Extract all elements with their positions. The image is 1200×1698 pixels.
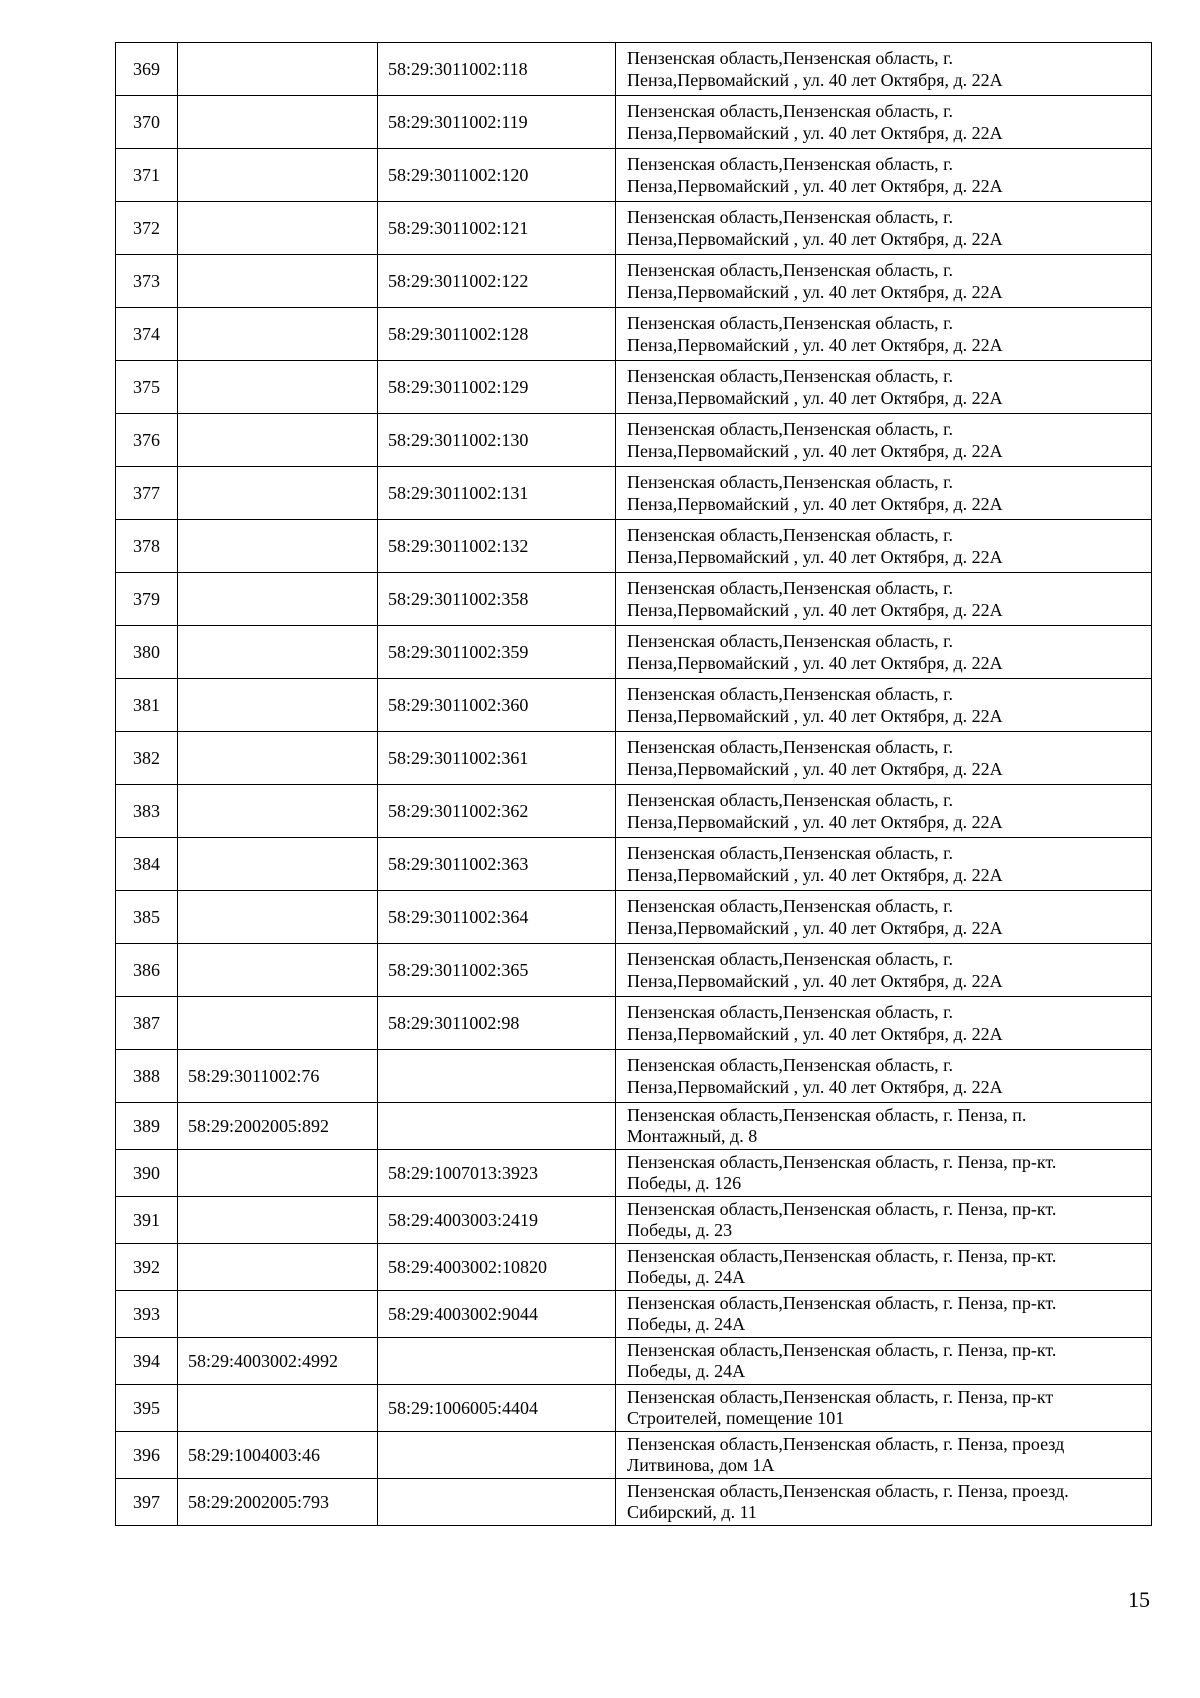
address-cell <box>616 1432 1152 1479</box>
row-number: 382 <box>116 732 178 785</box>
cadastral-number-a <box>178 785 378 838</box>
address-line-1: Пензенская область,Пензенская область, г. <box>627 525 954 545</box>
table-row <box>116 149 1152 202</box>
cadastral-number-a <box>178 149 378 202</box>
table-row <box>116 573 1152 626</box>
address-line-2: Пенза,Первомайский , ул. 40 лет Октября, д. 22А <box>627 335 1003 355</box>
cadastral-number-b: 58:29:3011002:365 <box>378 944 616 997</box>
cadastral-number-a <box>178 1244 378 1291</box>
table-row <box>116 96 1152 149</box>
address-line-2: Пенза,Первомайский , ул. 40 лет Октября, д. 22А <box>627 70 1003 90</box>
address-line-2: Пенза,Первомайский , ул. 40 лет Октября, д. 22А <box>627 971 1003 991</box>
address-line-2: Победы, д. 24А <box>627 1267 746 1287</box>
cadastral-number-b <box>378 1432 616 1479</box>
table-row <box>116 1150 1152 1197</box>
address-line-2: Пенза,Первомайский , ул. 40 лет Октября, д. 22А <box>627 812 1003 832</box>
cadastral-number-a <box>178 1197 378 1244</box>
cadastral-number-a <box>178 255 378 308</box>
row-number: 379 <box>116 573 178 626</box>
address-cell <box>616 96 1152 149</box>
address-line-1: Пензенская область,Пензенская область, г. <box>627 154 954 174</box>
row-number: 396 <box>116 1432 178 1479</box>
address-line-2: Пенза,Первомайский , ул. 40 лет Октября, д. 22А <box>627 918 1003 938</box>
cadastral-number-b: 58:29:3011002:364 <box>378 891 616 944</box>
address-line-1: Пензенская область,Пензенская область, г. <box>627 737 954 757</box>
address-line-2: Монтажный, д. 8 <box>627 1126 758 1146</box>
table-row <box>116 1244 1152 1291</box>
address-line-2: Строителей, помещение 101 <box>627 1408 845 1428</box>
table-row <box>116 838 1152 891</box>
table-row <box>116 43 1152 96</box>
address-cell <box>616 1150 1152 1197</box>
cadastral-number-b: 58:29:1007013:3923 <box>378 1150 616 1197</box>
cadastral-number-b: 58:29:3011002:98 <box>378 997 616 1050</box>
row-number: 380 <box>116 626 178 679</box>
cadastral-number-a <box>178 43 378 96</box>
cadastral-number-b: 58:29:3011002:120 <box>378 149 616 202</box>
cadastral-number-b <box>378 1479 616 1526</box>
address-line-2: Пенза,Первомайский , ул. 40 лет Октября, д. 22А <box>627 547 1003 567</box>
address-cell <box>616 732 1152 785</box>
row-number: 389 <box>116 1103 178 1150</box>
row-number: 377 <box>116 467 178 520</box>
cadastral-number-b: 58:29:4003002:10820 <box>378 1244 616 1291</box>
table-row <box>116 361 1152 414</box>
cadastral-number-b: 58:29:3011002:362 <box>378 785 616 838</box>
row-number: 384 <box>116 838 178 891</box>
cadastral-number-b: 58:29:3011002:128 <box>378 308 616 361</box>
address-line-1: Пензенская область,Пензенская область, г. <box>627 843 954 863</box>
address-line-2: Победы, д. 126 <box>627 1173 742 1193</box>
address-line-2: Пенза,Первомайский , ул. 40 лет Октября, д. 22А <box>627 282 1003 302</box>
table-row <box>116 997 1152 1050</box>
table-body <box>116 43 1152 1526</box>
cadastral-number-a <box>178 1385 378 1432</box>
table-row <box>116 1291 1152 1338</box>
table-row <box>116 891 1152 944</box>
address-cell <box>616 1291 1152 1338</box>
row-number: 383 <box>116 785 178 838</box>
address-cell <box>616 361 1152 414</box>
address-line-2: Пенза,Первомайский , ул. 40 лет Октября, д. 22А <box>627 123 1003 143</box>
cadastral-number-a <box>178 202 378 255</box>
row-number: 395 <box>116 1385 178 1432</box>
row-number: 386 <box>116 944 178 997</box>
cadastral-number-b: 58:29:3011002:130 <box>378 414 616 467</box>
row-number: 393 <box>116 1291 178 1338</box>
cadastral-number-a <box>178 997 378 1050</box>
address-line-2: Пенза,Первомайский , ул. 40 лет Октября, д. 22А <box>627 176 1003 196</box>
cadastral-number-b: 58:29:1006005:4404 <box>378 1385 616 1432</box>
table-row <box>116 785 1152 838</box>
row-number: 387 <box>116 997 178 1050</box>
cadastral-number-a <box>178 1150 378 1197</box>
row-number: 375 <box>116 361 178 414</box>
address-line-2: Пенза,Первомайский , ул. 40 лет Октября, д. 22А <box>627 1077 1003 1097</box>
address-line-2: Пенза,Первомайский , ул. 40 лет Октября, д. 22А <box>627 1024 1003 1044</box>
address-cell <box>616 1050 1152 1103</box>
address-line-2: Пенза,Первомайский , ул. 40 лет Октября, д. 22А <box>627 865 1003 885</box>
address-line-1: Пензенская область,Пензенская область, г. <box>627 684 954 704</box>
cadastral-number-b: 58:29:4003002:9044 <box>378 1291 616 1338</box>
address-line-1: Пензенская область,Пензенская область, г. <box>627 48 954 68</box>
cadastral-number-b: 58:29:3011002:118 <box>378 43 616 96</box>
address-cell <box>616 467 1152 520</box>
address-line-1: Пензенская область,Пензенская область, г. Пенза, пр-кт. <box>627 1152 1057 1172</box>
address-line-1: Пензенская область,Пензенская область, г. Пенза, пр-кт. <box>627 1246 1057 1266</box>
address-line-1: Пензенская область,Пензенская область, г. Пенза, п. <box>627 1105 1027 1125</box>
cadastral-number-b: 58:29:3011002:129 <box>378 361 616 414</box>
cadastral-number-a <box>178 732 378 785</box>
address-line-1: Пензенская область,Пензенская область, г. Пенза, проезд. <box>627 1481 1069 1501</box>
row-number: 392 <box>116 1244 178 1291</box>
row-number: 388 <box>116 1050 178 1103</box>
address-cell <box>616 838 1152 891</box>
row-number: 376 <box>116 414 178 467</box>
address-line-1: Пензенская область,Пензенская область, г. Пенза, пр-кт. <box>627 1199 1057 1219</box>
address-line-2: Пенза,Первомайский , ул. 40 лет Октября, д. 22А <box>627 600 1003 620</box>
cadastral-number-a <box>178 467 378 520</box>
address-cell <box>616 308 1152 361</box>
table-row <box>116 255 1152 308</box>
page-number: 15 <box>1128 1587 1150 1612</box>
cadastral-number-a <box>178 891 378 944</box>
address-line-1: Пензенская область,Пензенская область, г. <box>627 260 954 280</box>
address-line-2: Победы, д. 24А <box>627 1361 746 1381</box>
address-cell <box>616 1338 1152 1385</box>
cadastral-number-b <box>378 1338 616 1385</box>
row-number: 385 <box>116 891 178 944</box>
table-row <box>116 1338 1152 1385</box>
address-cell <box>616 891 1152 944</box>
cadastral-number-a <box>178 1291 378 1338</box>
address-line-2: Пенза,Первомайский , ул. 40 лет Октября, д. 22А <box>627 441 1003 461</box>
table-row <box>116 626 1152 679</box>
cadastral-number-a <box>178 944 378 997</box>
row-number: 397 <box>116 1479 178 1526</box>
address-cell <box>616 1385 1152 1432</box>
cadastral-number-a <box>178 414 378 467</box>
cadastral-number-b: 58:29:3011002:363 <box>378 838 616 891</box>
address-cell <box>616 202 1152 255</box>
address-line-1: Пензенская область,Пензенская область, г. <box>627 366 954 386</box>
cadastral-number-b: 58:29:3011002:360 <box>378 679 616 732</box>
address-line-1: Пензенская область,Пензенская область, г. Пенза, пр-кт. <box>627 1340 1057 1360</box>
address-cell <box>616 785 1152 838</box>
table-row <box>116 202 1152 255</box>
row-number: 378 <box>116 520 178 573</box>
table-row <box>116 1197 1152 1244</box>
row-number: 381 <box>116 679 178 732</box>
address-line-2: Литвинова, дом 1А <box>627 1455 775 1475</box>
table-row <box>116 679 1152 732</box>
address-cell <box>616 255 1152 308</box>
address-line-1: Пензенская область,Пензенская область, г. <box>627 101 954 121</box>
row-number: 370 <box>116 96 178 149</box>
address-line-1: Пензенская область,Пензенская область, г. <box>627 578 954 598</box>
cadastral-number-b: 58:29:3011002:121 <box>378 202 616 255</box>
address-line-1: Пензенская область,Пензенская область, г. <box>627 472 954 492</box>
address-cell <box>616 43 1152 96</box>
address-cell <box>616 1197 1152 1244</box>
address-line-2: Пенза,Первомайский , ул. 40 лет Октября, д. 22А <box>627 759 1003 779</box>
cadastral-number-b: 58:29:4003003:2419 <box>378 1197 616 1244</box>
property-table <box>115 42 1152 1526</box>
cadastral-number-a <box>178 361 378 414</box>
address-line-2: Пенза,Первомайский , ул. 40 лет Октября, д. 22А <box>627 653 1003 673</box>
row-number: 371 <box>116 149 178 202</box>
address-line-2: Пенза,Первомайский , ул. 40 лет Октября, д. 22А <box>627 494 1003 514</box>
address-line-1: Пензенская область,Пензенская область, г. <box>627 896 954 916</box>
address-line-1: Пензенская область,Пензенская область, г. <box>627 949 954 969</box>
address-line-1: Пензенская область,Пензенская область, г. <box>627 1055 954 1075</box>
row-number: 369 <box>116 43 178 96</box>
address-line-1: Пензенская область,Пензенская область, г. Пенза, пр-кт. <box>627 1293 1057 1313</box>
table-row <box>116 1385 1152 1432</box>
address-cell <box>616 944 1152 997</box>
address-cell <box>616 149 1152 202</box>
cadastral-number-a: 58:29:2002005:793 <box>178 1479 378 1526</box>
row-number: 373 <box>116 255 178 308</box>
table-row <box>116 520 1152 573</box>
cadastral-number-b: 58:29:3011002:358 <box>378 573 616 626</box>
row-number: 374 <box>116 308 178 361</box>
row-number: 372 <box>116 202 178 255</box>
address-line-2: Сибирский, д. 11 <box>627 1502 757 1522</box>
row-number: 394 <box>116 1338 178 1385</box>
cadastral-number-a: 58:29:4003002:4992 <box>178 1338 378 1385</box>
address-line-1: Пензенская область,Пензенская область, г. <box>627 313 954 333</box>
cadastral-number-b <box>378 1050 616 1103</box>
address-cell <box>616 679 1152 732</box>
table-row <box>116 732 1152 785</box>
row-number: 391 <box>116 1197 178 1244</box>
cadastral-number-a <box>178 626 378 679</box>
address-line-2: Пенза,Первомайский , ул. 40 лет Октября, д. 22А <box>627 229 1003 249</box>
address-cell <box>616 573 1152 626</box>
table-row <box>116 467 1152 520</box>
address-cell <box>616 626 1152 679</box>
cadastral-number-b: 58:29:3011002:131 <box>378 467 616 520</box>
address-line-1: Пензенская область,Пензенская область, г. <box>627 631 954 651</box>
row-number: 390 <box>116 1150 178 1197</box>
address-line-1: Пензенская область,Пензенская область, г. Пенза, проезд <box>627 1434 1065 1454</box>
address-line-1: Пензенская область,Пензенская область, г. <box>627 207 954 227</box>
address-cell <box>616 1103 1152 1150</box>
cadastral-number-b: 58:29:3011002:361 <box>378 732 616 785</box>
address-line-1: Пензенская область,Пензенская область, г. <box>627 790 954 810</box>
table-row <box>116 1479 1152 1526</box>
cadastral-number-a <box>178 679 378 732</box>
cadastral-number-b: 58:29:3011002:359 <box>378 626 616 679</box>
address-line-1: Пензенская область,Пензенская область, г. Пенза, пр-кт <box>627 1387 1054 1407</box>
address-line-2: Пенза,Первомайский , ул. 40 лет Октября, д. 22А <box>627 706 1003 726</box>
table-row <box>116 414 1152 467</box>
address-line-2: Победы, д. 24А <box>627 1314 746 1334</box>
table-row <box>116 1050 1152 1103</box>
table-row <box>116 308 1152 361</box>
cadastral-number-a <box>178 838 378 891</box>
cadastral-number-a: 58:29:2002005:892 <box>178 1103 378 1150</box>
table-row <box>116 1432 1152 1479</box>
cadastral-number-a <box>178 573 378 626</box>
cadastral-number-b <box>378 1103 616 1150</box>
address-line-2: Победы, д. 23 <box>627 1220 733 1240</box>
table-row <box>116 944 1152 997</box>
address-line-1: Пензенская область,Пензенская область, г. <box>627 1002 954 1022</box>
cadastral-number-a <box>178 96 378 149</box>
address-line-2: Пенза,Первомайский , ул. 40 лет Октября, д. 22А <box>627 388 1003 408</box>
address-cell <box>616 997 1152 1050</box>
address-cell <box>616 1244 1152 1291</box>
cadastral-number-b: 58:29:3011002:132 <box>378 520 616 573</box>
address-cell <box>616 1479 1152 1526</box>
address-line-1: Пензенская область,Пензенская область, г. <box>627 419 954 439</box>
cadastral-number-a: 58:29:1004003:46 <box>178 1432 378 1479</box>
cadastral-number-a: 58:29:3011002:76 <box>178 1050 378 1103</box>
cadastral-number-b: 58:29:3011002:119 <box>378 96 616 149</box>
cadastral-number-b: 58:29:3011002:122 <box>378 255 616 308</box>
cadastral-number-a <box>178 520 378 573</box>
address-cell <box>616 520 1152 573</box>
table-row <box>116 1103 1152 1150</box>
cadastral-number-a <box>178 308 378 361</box>
address-cell <box>616 414 1152 467</box>
